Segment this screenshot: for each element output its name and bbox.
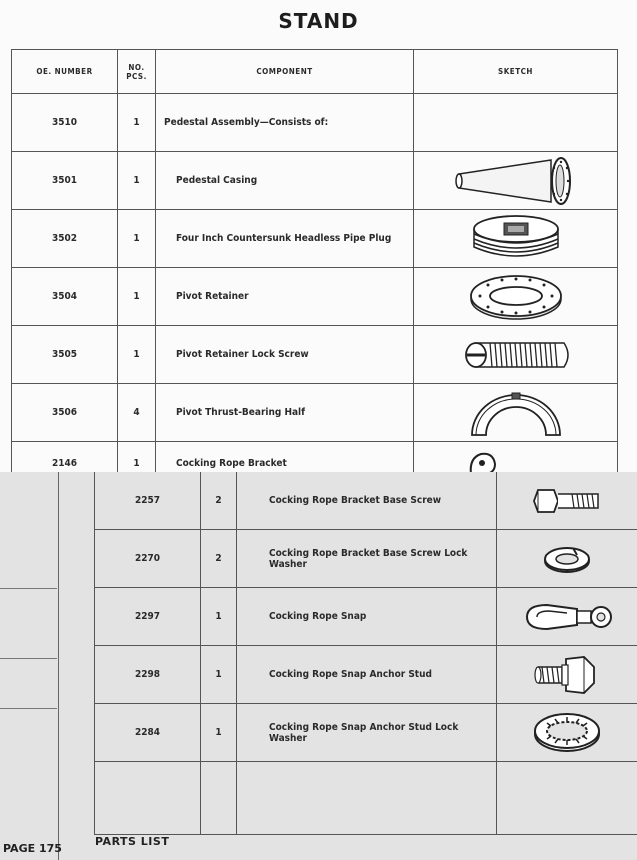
empty-cell — [237, 762, 497, 835]
component-name: Cocking Rope Snap — [237, 588, 497, 646]
rope-snap-icon — [517, 597, 617, 637]
header-oe-number: OE. NUMBER — [12, 50, 118, 94]
sketch-cell — [497, 530, 637, 588]
component-name: Pivot Retainer Lock Screw — [156, 326, 414, 384]
piece-count: 1 — [118, 326, 156, 384]
piece-count: 1 — [118, 442, 156, 506]
table-row — [95, 588, 637, 646]
piece-count: 1 — [118, 152, 156, 210]
part-number: 3501 — [12, 152, 118, 210]
sketch-cell — [497, 646, 637, 704]
part-number: 3510 — [12, 94, 118, 152]
sketch-cell — [497, 588, 637, 646]
pedestal-casing-icon — [451, 156, 581, 206]
table-row — [12, 326, 618, 384]
sketch-cell — [414, 152, 618, 210]
sketch-cell — [414, 210, 618, 268]
part-number: 3504 — [12, 268, 118, 326]
component-name: Cocking Rope Snap Anchor Stud Lock Washer — [237, 704, 497, 762]
sketch-cell — [414, 384, 618, 442]
table-header-row — [12, 50, 618, 94]
component-name: Cocking Rope Bracket — [156, 442, 414, 506]
piece-count: 1 — [118, 210, 156, 268]
pivot-retainer-icon — [466, 272, 566, 322]
bearing-half-icon — [466, 389, 566, 437]
component-name: Four Inch Countersunk Headless Pipe Plug — [156, 210, 414, 268]
table-row — [12, 268, 618, 326]
piece-count: 1 — [201, 704, 237, 762]
component-name: Cocking Rope Bracket Base Screw Lock Washer — [237, 530, 497, 588]
section-label: PARTS LIST — [95, 835, 170, 848]
component-name: Cocking Rope Bracket Base Screw — [237, 472, 497, 530]
divider — [0, 588, 57, 589]
part-number: 2297 — [95, 588, 201, 646]
sketch-cell — [414, 326, 618, 384]
table-row — [12, 94, 618, 152]
component-name: Pedestal Casing — [156, 152, 414, 210]
piece-count: 2 — [201, 472, 237, 530]
part-number: 3505 — [12, 326, 118, 384]
table-row — [12, 152, 618, 210]
component-name: Pivot Thrust-Bearing Half — [156, 384, 414, 442]
part-number: 2284 — [95, 704, 201, 762]
part-number: 3502 — [12, 210, 118, 268]
table-row — [95, 530, 637, 588]
parts-table-lower — [94, 472, 637, 835]
table-row — [95, 704, 637, 762]
piece-count: 1 — [118, 94, 156, 152]
pipe-plug-icon — [466, 213, 566, 265]
piece-count: 1 — [201, 588, 237, 646]
empty-cell — [95, 762, 201, 835]
piece-count: 4 — [118, 384, 156, 442]
header-component: COMPONENT — [156, 50, 414, 94]
page-number: PAGE 175 — [3, 842, 62, 855]
base-screw-icon — [532, 484, 602, 518]
table-row — [95, 472, 637, 530]
header-pieces — [118, 50, 156, 94]
header-sketch: SKETCH — [414, 50, 618, 94]
sketch-cell — [414, 94, 618, 152]
sketch-cell — [497, 704, 637, 762]
header-pieces-line2: PCS. — [126, 71, 147, 81]
divider — [0, 658, 57, 659]
header-pieces-line1: NO. — [128, 62, 145, 72]
empty-cell — [201, 762, 237, 835]
lower-page-scan — [0, 472, 637, 860]
parts-table-upper — [11, 49, 618, 505]
piece-count: 1 — [118, 268, 156, 326]
anchor-stud-icon — [532, 653, 602, 697]
component-name: Pedestal Assembly—Consists of: — [156, 94, 414, 152]
table-row — [95, 646, 637, 704]
lock-washer-icon — [537, 542, 597, 576]
part-number: 3506 — [12, 384, 118, 442]
star-washer-icon — [527, 711, 607, 755]
lock-screw-icon — [456, 335, 576, 375]
sketch-cell — [414, 268, 618, 326]
piece-count: 2 — [201, 530, 237, 588]
table-row — [12, 210, 618, 268]
empty-cell — [497, 762, 637, 835]
part-number: 2146 — [12, 442, 118, 506]
sketch-cell — [497, 472, 637, 530]
part-number: 2270 — [95, 530, 201, 588]
table-row-empty — [95, 762, 637, 835]
component-name: Cocking Rope Snap Anchor Stud — [237, 646, 497, 704]
part-number: 2257 — [95, 472, 201, 530]
part-number: 2298 — [95, 646, 201, 704]
piece-count: 1 — [201, 646, 237, 704]
component-name: Pivot Retainer — [156, 268, 414, 326]
table-row — [12, 384, 618, 442]
divider — [0, 708, 57, 709]
page-title: STAND — [278, 9, 359, 33]
adjacent-page-strip — [0, 472, 59, 860]
